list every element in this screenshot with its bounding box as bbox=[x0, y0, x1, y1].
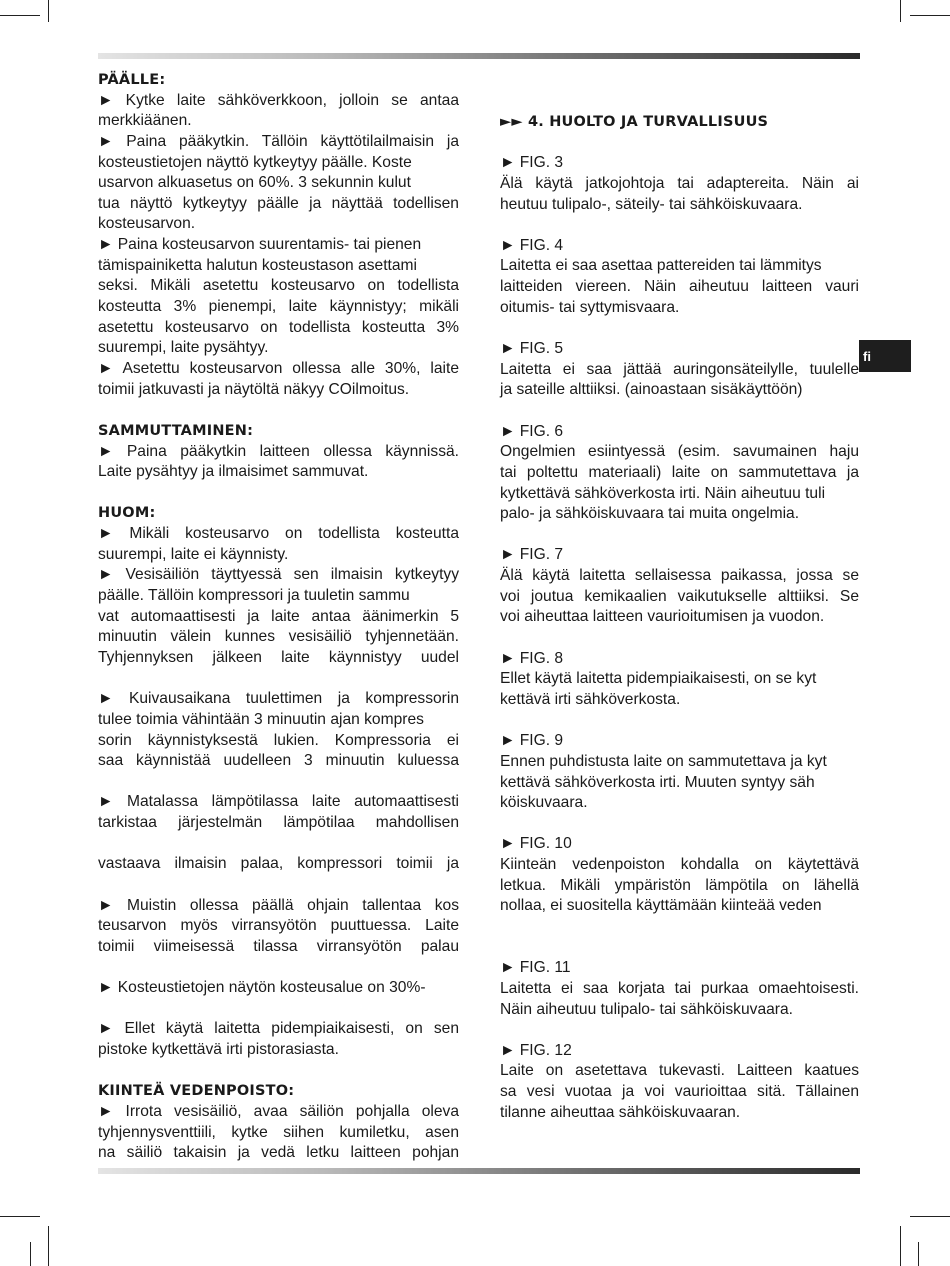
text-line: ► FIG. 8 bbox=[500, 649, 564, 667]
text-line: tarkistaa järjestelmän lämpötilaa mahdollisen bbox=[98, 814, 459, 832]
text-line: Ennen puhdistusta laite on sammutettava ja kyt bbox=[500, 752, 827, 770]
blank-line bbox=[500, 917, 859, 938]
blank-line bbox=[98, 834, 459, 855]
text-line: asetettu kosteusarvo on todellista kosteutta 3% bbox=[98, 318, 459, 336]
text-line: ► Muistin ollessa päällä ohjain tallentaa kos bbox=[98, 896, 459, 914]
blank-line bbox=[500, 401, 859, 422]
text-line: ► FIG. 6 bbox=[500, 422, 564, 440]
blank-line bbox=[500, 525, 859, 546]
blank-line bbox=[500, 215, 859, 236]
text-line: vastaava ilmaisin palaa, kompressori toimii ja bbox=[98, 855, 459, 873]
text-line: ► Asetettu kosteusarvon ollessa alle 30%, laite bbox=[98, 359, 459, 377]
text-line: tulee toimia vähintään 3 minuutin ajan kompres bbox=[98, 710, 424, 728]
text-line: letkua. Mikäli ympäristön lämpötila on lähellä bbox=[500, 876, 859, 894]
text-line: kettävä sähköverkosta irti. Muuten syntyy säh bbox=[500, 773, 815, 791]
text-line: saa käynnistää uudelleen 3 minuutin kuluessa bbox=[98, 752, 459, 770]
section-heading: PÄÄLLE: bbox=[98, 72, 166, 88]
crop-mark bbox=[48, 1226, 49, 1266]
text-line: kosteustietojen näyttö kytkeytyy päälle. Koste bbox=[98, 153, 412, 171]
blank-line bbox=[500, 1020, 859, 1041]
crop-mark bbox=[910, 15, 950, 16]
text-line: kosteusarvon. bbox=[98, 215, 196, 233]
text-line: ► Paina pääkytkin. Tällöin käyttötilailmaisin ja bbox=[98, 132, 459, 150]
blank-line bbox=[500, 318, 859, 339]
text-line: ► Mikäli kosteusarvo on todellista kosteutta bbox=[98, 525, 459, 543]
text-line: Tyhjennyksen jälkeen laite käynnistyy uudel bbox=[98, 648, 459, 666]
text-line: Laite on asetettava tukevasti. Laitteen kaatues bbox=[500, 1062, 859, 1080]
blank-line bbox=[98, 999, 459, 1020]
section-heading: SAMMUTTAMINEN: bbox=[98, 422, 254, 439]
text-line: na säiliö takaisin ja vedä letku laitteen pohjan bbox=[98, 1144, 459, 1162]
blank-line bbox=[98, 875, 459, 896]
text-line: voi aiheuttaa laitteen vaurioitumisen ja vuodon. bbox=[500, 608, 825, 626]
text-line: minuutin välein kunnes vesisäiliö tyhjennetään. bbox=[98, 628, 459, 646]
text-line: ► FIG. 3 bbox=[500, 154, 564, 172]
text-line: ja sateille alttiiksi. (ainoastaan sisäkäyttöön) bbox=[500, 381, 803, 399]
text-line: ► Kosteustietojen näytön kosteusalue on 30%- bbox=[98, 979, 426, 997]
section-heading: HUOM: bbox=[98, 505, 156, 522]
text-line: Näin aiheutuu tulipalo- tai sähköiskuvaara. bbox=[500, 1000, 793, 1018]
blank-line bbox=[98, 958, 459, 979]
text-line: ► FIG. 5 bbox=[500, 340, 564, 358]
text-line: voi joutua kemikaalien vaikutukselle alttiiksi. Se bbox=[500, 587, 859, 605]
crop-mark bbox=[900, 0, 901, 22]
text-line: tyhjennysventtiili, kytke siihen kumiletku, asen bbox=[98, 1123, 459, 1141]
crop-mark bbox=[900, 1226, 901, 1266]
text-line: Laitetta ei saa korjata tai purkaa omaehtoisesti. bbox=[500, 979, 859, 997]
text-line: kosteutta 3% pienempi, laite käynnistyy; mikäli bbox=[98, 298, 459, 316]
text-line: kettävä irti sähköverkosta. bbox=[500, 690, 681, 708]
blank-line bbox=[98, 669, 459, 690]
text-line: sorin käynnistyksestä lukien. Kompressoria ei bbox=[98, 731, 459, 749]
blank-line bbox=[98, 772, 459, 793]
crop-mark bbox=[910, 1216, 950, 1217]
text-line: Laitetta ei saa jättää auringonsäteilylle, tuulelle bbox=[500, 360, 859, 378]
blank-line bbox=[500, 938, 859, 959]
text-line: toimii jatkuvasti ja näytöltä näkyy COilmoitus. bbox=[98, 380, 410, 398]
text-line: Älä käytä laitetta sellaisessa paikassa, jossa se bbox=[500, 567, 859, 585]
text-line: Laite pysähtyy ja ilmaisimet sammuvat. bbox=[98, 463, 369, 481]
text-line: palo- ja sähköiskuvaara tai muita ongelmia. bbox=[500, 505, 800, 523]
text-line: Laitetta ei saa asettaa pattereiden tai lämmitys bbox=[500, 257, 822, 275]
text-line: ► FIG. 10 bbox=[500, 835, 572, 853]
text-line: Älä käytä jatkojohtoja tai adaptereita. Näin ai bbox=[500, 174, 859, 192]
section-heading: KIINTEÄ VEDENPOISTO: bbox=[98, 1083, 295, 1100]
blank-line bbox=[500, 711, 859, 732]
blank-line bbox=[500, 814, 859, 835]
text-line: ► FIG. 9 bbox=[500, 732, 564, 750]
crop-mark bbox=[30, 1242, 31, 1266]
left-column bbox=[98, 70, 459, 1164]
text-line: kytkettävä sähköverkosta irti. Näin aiheutuu tuli bbox=[500, 484, 826, 502]
top-rule bbox=[98, 53, 860, 59]
crop-mark bbox=[0, 15, 40, 16]
text-line: ► Paina pääkytkin laitteen ollessa käynnissä. bbox=[98, 442, 459, 460]
language-tab: fi bbox=[859, 340, 911, 372]
blank-line bbox=[98, 1061, 459, 1082]
text-line: ► FIG. 7 bbox=[500, 546, 564, 564]
crop-mark bbox=[48, 0, 49, 22]
text-line: oitumis- tai syttymisvaara. bbox=[500, 298, 680, 316]
text-line: ► FIG. 12 bbox=[500, 1041, 572, 1059]
blank-line bbox=[98, 483, 459, 504]
blank-line bbox=[500, 628, 859, 649]
text-line: ► Irrota vesisäiliö, avaa säiliön pohjalla oleva bbox=[98, 1103, 459, 1121]
text-line: laitteiden viereen. Näin aiheutuu laitteen vauri bbox=[500, 278, 859, 296]
text-line: Ongelmien esiintyessä (esim. savumainen haju bbox=[500, 443, 859, 461]
blank-line bbox=[500, 133, 859, 154]
bottom-rule bbox=[98, 1168, 860, 1174]
text-line: heutuu tulipalo-, säteily- tai sähköiskuvaara. bbox=[500, 195, 803, 213]
text-line: ► Kytke laite sähköverkkoon, jolloin se antaa bbox=[98, 91, 459, 109]
blank-line bbox=[98, 400, 459, 421]
text-line: ► Paina kosteusarvon suurentamis- tai pienen bbox=[98, 236, 422, 254]
text-line: suurempi, laite pysähtyy. bbox=[98, 339, 269, 357]
text-line: sa vesi vuotaa ja voi vaurioittaa sitä. Tällainen bbox=[500, 1083, 859, 1101]
text-line: ► Vesisäiliön täyttyessä sen ilmaisin kytkeytyy bbox=[98, 566, 459, 584]
text-line: köiskuvaara. bbox=[500, 794, 588, 812]
text-line: teusarvon myös virransyötön puuttuessa. Laite bbox=[98, 917, 459, 935]
right-column bbox=[500, 112, 859, 1123]
text-line: merkkiäänen. bbox=[98, 112, 192, 130]
text-line: ► Kuivausaikana tuulettimen ja kompressorin bbox=[98, 690, 459, 708]
text-line: tilanne aiheuttaa sähköiskuvaaran. bbox=[500, 1103, 741, 1121]
text-line: pistoke kytkettävä irti pistorasiasta. bbox=[98, 1041, 339, 1059]
text-line: ► Ellet käytä laitetta pidempiaikaisesti, on sen bbox=[98, 1020, 459, 1038]
text-line: tua näyttö kytkeytyy päälle ja näyttää todellisen bbox=[98, 194, 459, 212]
text-line: Kiinteän vedenpoiston kohdalla on käytettävä bbox=[500, 856, 859, 874]
section-heading: ►► 4. HUOLTO JA TURVALLISUUS bbox=[500, 114, 769, 130]
crop-mark bbox=[0, 1216, 40, 1217]
text-line: ► FIG. 11 bbox=[500, 959, 571, 977]
text-line: seksi. Mikäli asetettu kosteusarvo on todellista bbox=[98, 277, 459, 295]
text-line: tämispainiketta halutun kosteustason asettami bbox=[98, 256, 417, 274]
text-line: ► FIG. 4 bbox=[500, 236, 564, 254]
text-line: nollaa, ei suositella käyttämään kiinteää veden bbox=[500, 897, 822, 915]
text-line: päälle. Tällöin kompressori ja tuuletin sammu bbox=[98, 587, 410, 605]
text-line: toimii viimeisessä tilassa virransyötön palau bbox=[98, 937, 459, 955]
crop-mark bbox=[918, 1242, 919, 1266]
text-line: suurempi, laite ei käynnisty. bbox=[98, 545, 289, 563]
text-line: ► Matalassa lämpötilassa laite automaattisesti bbox=[98, 793, 459, 811]
text-line: vat automaattisesti ja laite antaa äänimerkin 5 bbox=[98, 607, 459, 625]
text-line: tai poltettu materiaali) laite on sammutettava ja bbox=[500, 463, 859, 481]
text-line: Ellet käytä laitetta pidempiaikaisesti, on se kyt bbox=[500, 670, 817, 688]
text-line: usarvon alkuasetus on 60%. 3 sekunnin kulut bbox=[98, 174, 411, 192]
